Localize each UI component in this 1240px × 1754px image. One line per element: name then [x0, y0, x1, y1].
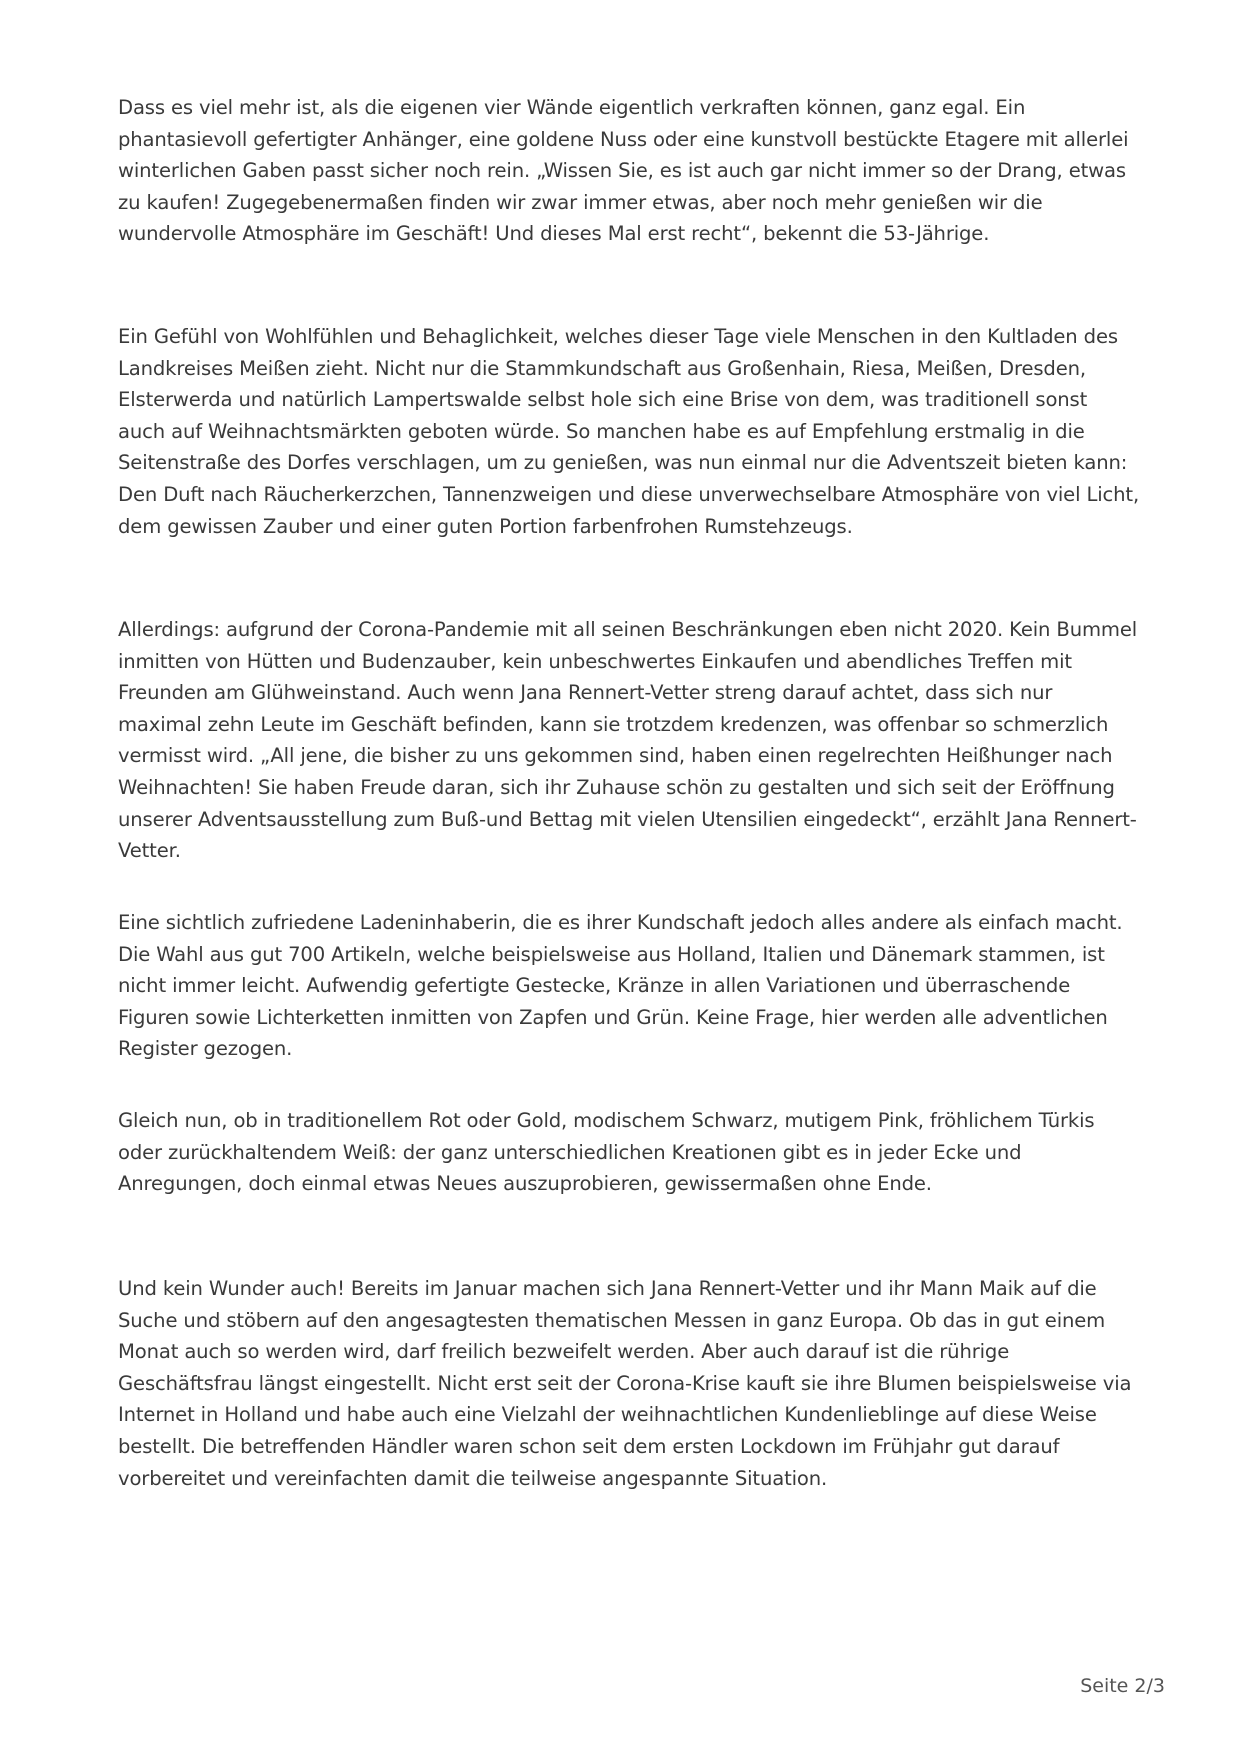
page-number: Seite 2/3	[1080, 1675, 1165, 1697]
paragraph-1: Dass es viel mehr ist, als die eigenen vier Wände eigentlich verkraften können, ganz egal. Ein phantasievoll gefertigter Anhänger, eine goldene Nuss oder eine kunstvoll bestückte Etagere mit allerlei winterlichen Gaben passt sicher noch rein. „Wissen Sie, es ist auch gar nicht immer so der Drang, etwas zu kaufen! Zugegebenermaßen finden wir zwar immer etwas, aber noch mehr genießen wir die wundervolle Atmosphäre im Geschäft! Und dieses Mal erst recht“, bekennt die 53-Jährige.	[118, 96, 1129, 246]
paragraph-2: Ein Gefühl von Wohlfühlen und Behaglichkeit, welches dieser Tage viele Menschen in den Kultladen des Landkreises Meißen zieht. Nicht nur die Stammkundschaft aus Großenhain, Riesa, Meißen, Dresden, Elsterwerda und natürlich Lampertswalde selbst hole sich eine Brise von dem, was traditionell sonst auch auf Weihnachtsmärkten geboten würde. So manchen habe es auf Empfehlung erstmalig in die Seitenstraße des Dorfes verschlagen, um zu genießen, was nun einmal nur die Adventszeit bieten kann: Den Duft nach Räucherkerzchen, Tannenzweigen und diese unverwechselbare Atmosphäre von viel Licht, dem gewissen Zauber und einer guten Portion farbenfrohen Rumstehzeugs.	[118, 325, 1140, 538]
paragraph-4: Eine sichtlich zufriedene Ladeninhaberin, die es ihrer Kundschaft jedoch alles andere als einfach macht. Die Wahl aus gut 700 Artikeln, welche beispielsweise aus Holland, Italien und Dänemark stammen, ist nicht immer leicht. Aufwendig gefertigte Gestecke, Kränze in allen Variationen und überraschende Figuren sowie Lichterketten inmitten von Zapfen und Grün. Keine Frage, hier werden alle adventlichen Register gezogen.	[118, 911, 1123, 1061]
paragraph-6: Und kein Wunder auch! Bereits im Januar machen sich Jana Rennert-Vetter und ihr Mann Maik auf die Suche und stöbern auf den angesagtesten thematischen Messen in ganz Europa. Ob das in gut einem Monat auch so werden wird, darf freilich bezweifelt werden. Aber auch darauf ist die rührige Geschäftsfrau längst eingestellt. Nicht erst seit der Corona-Krise kauft sie ihre Blumen beispielsweise via Internet in Holland und habe auch eine Vielzahl der weihnachtlichen Kundenlieblinge auf diese Weise bestellt. Die betreffenden Händler waren schon seit dem ersten Lockdown im Frühjahr gut darauf vorbereitet und vereinfachten damit die teilweise angespannte Situation.	[118, 1277, 1132, 1490]
paragraph-5: Gleich nun, ob in traditionellem Rot oder Gold, modischem Schwarz, mutigem Pink, fröhlichem Türkis oder zurückhaltendem Weiß: der ganz unterschiedlichen Kreationen gibt es in jeder Ecke und Anregungen, doch einmal etwas Neues auszuprobieren, gewissermaßen ohne Ende.	[118, 1109, 1095, 1196]
paragraph-3: Allerdings: aufgrund der Corona-Pandemie mit all seinen Beschränkungen eben nicht 2020. Kein Bummel inmitten von Hütten und Budenzauber, kein unbeschwertes Einkaufen und abendliches Treffen mit Freunden am Glühweinstand. Auch wenn Jana Rennert-Vetter streng darauf achtet, dass sich nur maximal zehn Leute im Geschäft befinden, kann sie trotzdem kredenzen, was offenbar so schmerzlich vermisst wird. „All jene, die bisher zu uns gekommen sind, haben einen regelrechten Heißhunger nach Weihnachten! Sie haben Freude daran, sich ihr Zuhause schön zu gestalten und sich seit der Eröffnung unserer Adventsausstellung zum Buß-und Bettag mit vielen Utensilien eingedeckt“, erzählt Jana Rennert-Vetter.	[118, 618, 1138, 863]
